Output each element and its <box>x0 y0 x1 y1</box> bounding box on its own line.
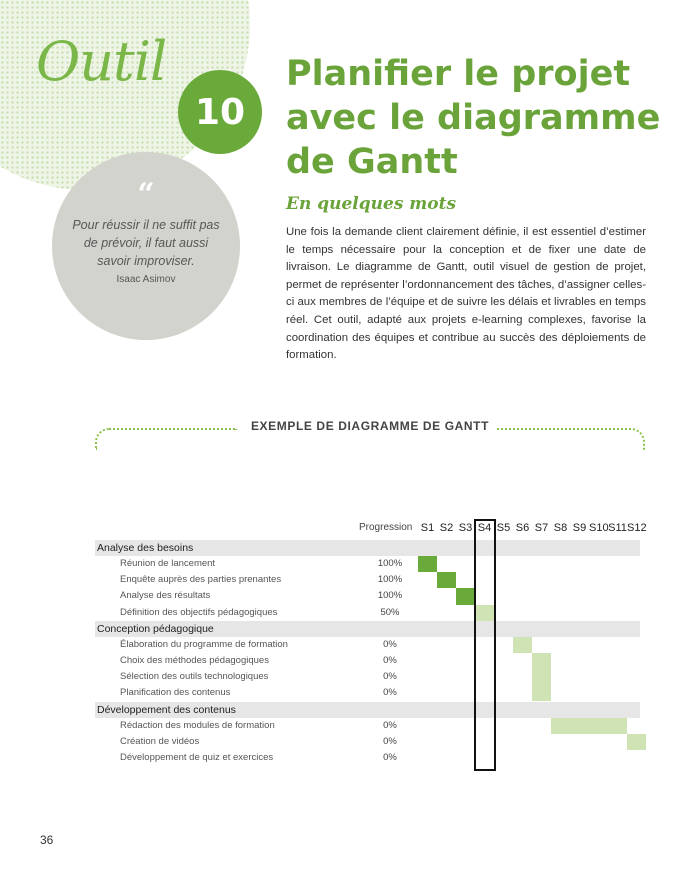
week-header-s9: S9 <box>572 522 587 534</box>
tool-number-badge: 10 <box>178 70 262 154</box>
task-label: Réunion de lancement <box>120 558 216 570</box>
task-progress: 0% <box>383 719 397 731</box>
task-label: Choix des méthodes pédagogiques <box>120 655 269 667</box>
gantt-chart <box>95 518 647 763</box>
task-label: Rédaction des modules de formation <box>120 719 275 731</box>
gantt-bar <box>513 637 532 653</box>
gantt-task-row <box>95 572 640 588</box>
task-progress: 0% <box>383 735 397 747</box>
current-week-marker <box>474 519 496 771</box>
task-progress: 0% <box>383 638 397 650</box>
page-title: Planifier le projet avec le diagramme de Gantt <box>286 54 661 182</box>
task-label: Analyse des résultats <box>120 590 211 602</box>
gantt-category-row: Développement des contenus <box>95 702 640 718</box>
task-label: Développement de quiz et exercices <box>120 751 274 763</box>
summary-paragraph: Une fois la demande client clairement définie, il est essentiel d’estimer le temps nécessaire pour la conception et de fixer une date de livraison. Le diagramme de Gantt, outil visuel de gestion de projet, permet de représenter l’ordonnancement des tâches, d’assigner celles-ci aux membres de l’équipe et de suivre les délais et livrables en temps réel. Cet outil, adapté aux projets e-learning complexes, favorise la coordination des équipes et contribue au succès des déploiements de formation. <box>286 226 646 362</box>
gantt-bar <box>532 653 551 669</box>
gantt-task-row <box>95 588 640 604</box>
gantt-task-row <box>95 556 640 572</box>
week-header-s12: S12 <box>627 522 647 534</box>
week-header-s5: S5 <box>496 522 511 534</box>
gantt-bar <box>551 718 627 734</box>
tool-label: Outil <box>36 30 167 93</box>
week-header-s6: S6 <box>515 522 530 534</box>
task-progress: 0% <box>383 687 397 699</box>
gantt-section-header <box>95 419 645 449</box>
gantt-task-row <box>95 734 640 750</box>
section-subtitle: En quelques mots <box>286 194 457 214</box>
gantt-task-row <box>95 750 640 766</box>
task-progress: 50% <box>380 606 400 618</box>
task-label: Sélection des outils technologiques <box>120 671 269 683</box>
gantt-task-row <box>95 605 640 621</box>
gantt-category-row: Analyse des besoins <box>95 540 640 556</box>
task-label: Enquête auprès des parties prenantes <box>120 574 282 586</box>
gantt-bar <box>437 572 456 588</box>
task-progress: 0% <box>383 671 397 683</box>
progress-column-header: Progression <box>359 522 413 533</box>
gantt-bar <box>532 669 551 685</box>
week-header-s10: S10 <box>589 522 609 534</box>
gantt-bar <box>418 556 437 572</box>
task-label: Définition des objectifs pédagogiques <box>120 606 278 618</box>
task-label: Création de vidéos <box>120 735 200 747</box>
gantt-task-row <box>95 637 640 653</box>
gantt-category-row: Conception pédagogique <box>95 621 640 637</box>
task-label: Élaboration du programme de formation <box>120 638 288 650</box>
week-header-s8: S8 <box>553 522 568 534</box>
task-progress: 100% <box>377 558 403 570</box>
task-progress: 100% <box>377 590 403 602</box>
gantt-task-row <box>95 669 640 685</box>
gantt-task-row <box>95 653 640 669</box>
week-header-s3: S3 <box>458 522 473 534</box>
week-header-s11: S11 <box>608 522 627 534</box>
week-header-s2: S2 <box>439 522 454 534</box>
gantt-bar <box>456 588 475 604</box>
quote-author: Isaac Asimov <box>116 274 176 285</box>
gantt-bar <box>532 685 551 701</box>
week-header-s1: S1 <box>420 522 435 534</box>
task-progress: 0% <box>383 655 397 667</box>
week-header-s4: S4 <box>477 522 492 534</box>
task-progress: 100% <box>377 574 403 586</box>
task-label: Planification des contenus <box>120 687 231 699</box>
gantt-bar <box>627 734 646 750</box>
quote-bubble <box>52 152 240 340</box>
task-progress: 0% <box>383 751 397 763</box>
week-header-s7: S7 <box>534 522 549 534</box>
quote-text: Pour réussir il ne suffit pas de prévoir, il faut aussi savoir improviser. <box>72 218 220 268</box>
quote-mark-icon: “ <box>137 177 155 212</box>
page-number: 36 <box>40 833 54 847</box>
gantt-task-row <box>95 685 640 701</box>
gantt-section-title: EXEMPLE DE DIAGRAMME DE GANTT <box>250 419 490 433</box>
